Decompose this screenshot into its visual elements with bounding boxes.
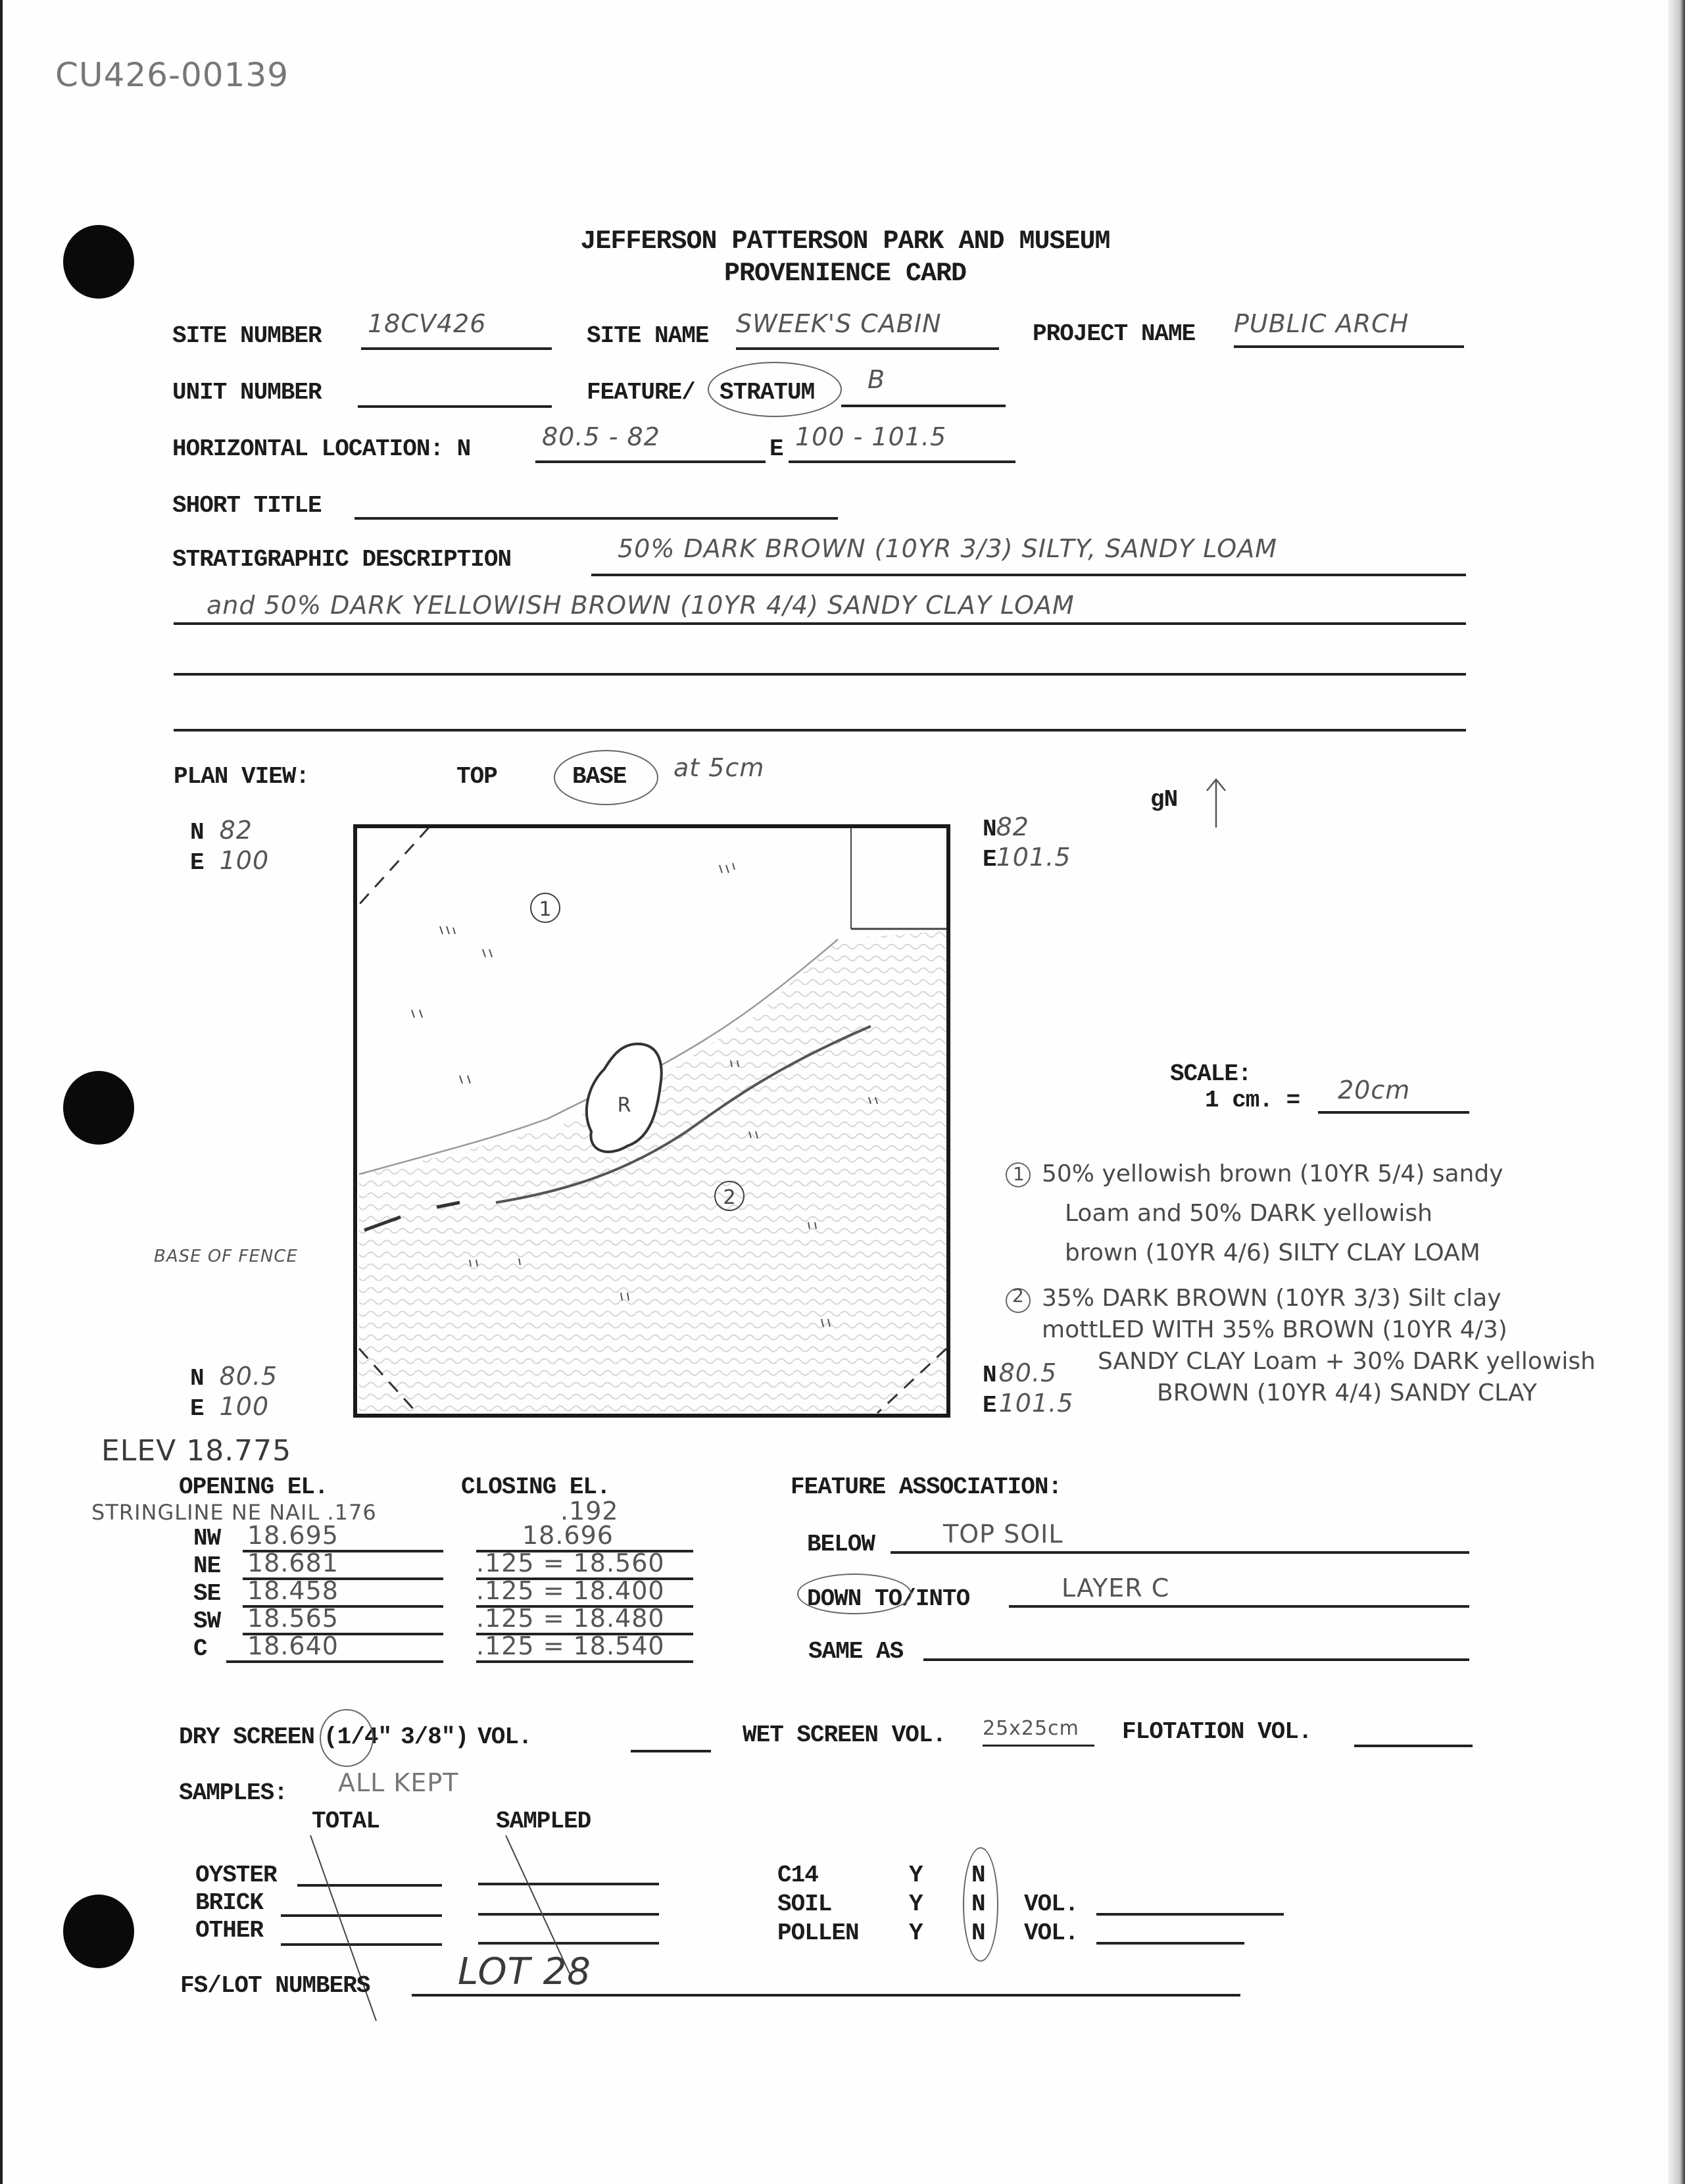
site-name-field[interactable] (736, 309, 999, 338)
opening-el-value[interactable]: 18.640 (247, 1631, 339, 1660)
sample-row-label: OYSTER (195, 1862, 277, 1889)
special-samples (777, 1862, 1079, 1948)
corner-sw-e-label: E (190, 1395, 204, 1422)
project-name-field[interactable] (1234, 309, 1464, 338)
corner-ne-e-label: E (983, 846, 996, 873)
pollen-vol-label: VOL. (1024, 1920, 1079, 1947)
strat-desc-underline-3 (174, 673, 1466, 676)
opening-el-value[interactable]: 18.695 (247, 1521, 339, 1550)
site-name-underline (736, 347, 999, 350)
quarter-inch-selected-circle (320, 1709, 374, 1767)
flotation-vol-label: FLOTATION VOL. (1122, 1718, 1312, 1745)
zone-1-label: 1 (539, 898, 552, 921)
strat-desc-text-1: 50% DARK BROWN (10YR 3/3) SILTY, SANDY LOAM (618, 534, 1277, 563)
scale-value: 20cm (1338, 1076, 1411, 1104)
elevation-note: ELEV 18.775 (101, 1434, 292, 1468)
stratum-selected-circle (708, 362, 842, 417)
stratum-field[interactable] (841, 365, 1006, 394)
corner-nw-e-label: E (190, 849, 204, 876)
legend-2-marker: 2 (1012, 1285, 1024, 1306)
sample-row-label: OTHER (195, 1917, 264, 1944)
feature-association-label: FEATURE ASSOCIATION: (791, 1474, 1062, 1501)
corner-nw-n-label: N (190, 819, 204, 846)
project-name-underline (1234, 345, 1464, 348)
special-row-soil (777, 1891, 1079, 1920)
corner-ne-n-label: N (983, 816, 996, 843)
dry-screen-quarter-text: 1/4" (337, 1724, 392, 1750)
closing-el-value[interactable]: .125 = 18.540 (476, 1631, 665, 1660)
scale-field[interactable] (1318, 1076, 1469, 1104)
east-range-value: 100 - 101.5 (795, 422, 947, 451)
base-of-fence-label: BASE OF FENCE (154, 1247, 298, 1266)
samples-label: SAMPLES: (179, 1779, 287, 1806)
legend-zone-2 (1006, 1283, 1596, 1409)
site-number-underline (361, 347, 552, 350)
closing-el-note: .192 (560, 1497, 619, 1526)
stratigraphic-description-label: STRATIGRAPHIC DESCRIPTION (172, 546, 512, 573)
sample-row-label: BRICK (195, 1889, 264, 1916)
zone-2-label: 2 (723, 1186, 736, 1209)
opening-el-value[interactable]: 18.458 (247, 1576, 339, 1605)
plan-view-top-option[interactable]: TOP (456, 763, 497, 790)
unit-number-underline (358, 405, 552, 408)
east-label: E (769, 435, 783, 462)
down-to-into-field[interactable] (1009, 1574, 1469, 1602)
lot-numbers-underline (412, 1994, 1240, 1997)
zone-2-fill (359, 931, 946, 1413)
grid-north-label: gN (1150, 786, 1178, 813)
legend-1-line-2: Loam and 50% DARK yellowish (1065, 1200, 1432, 1227)
scale-underline (1318, 1111, 1469, 1114)
strat-desc-underline-4 (174, 729, 1466, 732)
dry-vol-label: VOL. (477, 1724, 532, 1750)
special-label: POLLEN (777, 1920, 859, 1947)
special-row-c14 (777, 1862, 985, 1891)
elev-row-label: SE (193, 1580, 221, 1607)
east-range-underline (789, 460, 1015, 463)
card-header (3, 227, 1685, 289)
elev-row-label: C (193, 1635, 207, 1662)
lot-numbers-value: LOT 28 (458, 1950, 591, 1993)
project-name-label: PROJECT NAME (1033, 320, 1196, 347)
special-row-pollen (777, 1920, 1079, 1948)
legend-1-marker: 1 (1013, 1163, 1025, 1185)
soil-no-option[interactable]: N (971, 1891, 985, 1918)
strat-desc-text-2: and 50% DARK YELLOWISH BROWN (10YR 4/4) SANDY CLAY LOAM (207, 591, 1075, 620)
soil-vol-label: VOL. (1024, 1891, 1079, 1918)
wet-vol-underline (983, 1745, 1094, 1747)
lot-numbers-field[interactable] (412, 1950, 1240, 1993)
north-range-field[interactable] (535, 422, 766, 451)
legend-2-line-3: SANDY CLAY Loam + 30% DARK yellowish (1098, 1348, 1596, 1375)
rock-label: R (617, 1094, 631, 1117)
corner-nw-e: 100 (219, 846, 270, 875)
flotation-vol-underline (1354, 1745, 1473, 1747)
opening-el-label: OPENING EL. (179, 1474, 328, 1501)
screening-row (179, 1724, 532, 1750)
org-title: JEFFERSON PATTERSON PARK AND MUSEUM (580, 227, 1110, 257)
plan-view-label: PLAN VIEW: (174, 763, 310, 790)
corner-nw-n: 82 (219, 816, 253, 845)
material-samples (195, 1862, 277, 1945)
scale-prefix: 1 cm. = (1205, 1087, 1300, 1114)
east-range-field[interactable] (789, 422, 1015, 451)
scale-label: SCALE: (1170, 1060, 1252, 1087)
dry-screen-option-three-eighths[interactable]: 3/8") (401, 1724, 469, 1750)
legend-1-line-1: 50% yellowish brown (10YR 5/4) sandy (1042, 1160, 1503, 1187)
base-selected-circle (554, 750, 658, 805)
site-name-value: SWEEK'S CABIN (736, 309, 942, 338)
corner-se-e: 101.5 (998, 1389, 1074, 1418)
soil-vol-field[interactable] (1096, 1913, 1284, 1916)
project-name-value: PUBLIC ARCH (1234, 309, 1409, 338)
corner-ne-n: 82 (996, 812, 1029, 841)
below-underline (891, 1551, 1469, 1554)
site-number-label: SITE NUMBER (172, 322, 322, 349)
north-range-underline (535, 460, 766, 463)
below-label: BELOW (807, 1531, 875, 1558)
corner-sw-n-label: N (190, 1365, 204, 1392)
sample-row-brick (195, 1889, 277, 1917)
dry-vol-underline (631, 1750, 711, 1752)
binder-hole-bottom (63, 1895, 134, 1968)
strat-desc-line-1[interactable] (591, 534, 1466, 563)
closing-el-value[interactable]: .125 = 18.400 (476, 1576, 665, 1605)
pollen-no-option[interactable]: N (971, 1920, 985, 1947)
dry-screen-option-quarter[interactable]: (1/4" (324, 1724, 391, 1750)
corner-se-n: 80.5 (998, 1358, 1058, 1387)
opening-el-value[interactable]: 18.681 (247, 1549, 339, 1577)
wet-vol-field[interactable] (983, 1717, 1094, 1740)
opening-el-value[interactable]: 18.565 (247, 1604, 339, 1633)
corner-sw-n: 80.5 (219, 1362, 278, 1391)
sample-row-other (195, 1917, 277, 1945)
special-label: C14 (777, 1862, 818, 1889)
short-title-underline (354, 517, 838, 520)
site-name-label: SITE NAME (587, 322, 709, 349)
stratum-value: B (867, 365, 886, 394)
wet-screen-label: WET SCREEN VOL. (743, 1722, 946, 1749)
strat-desc-underline-1 (591, 574, 1466, 576)
down-to-into-value: LAYER C (1062, 1574, 1170, 1602)
legend-2-line-1: 35% DARK BROWN (10YR 3/3) Silt clay (1042, 1285, 1502, 1312)
pollen-vol-field[interactable] (1096, 1942, 1244, 1945)
nw-corner-diagonal (359, 828, 429, 905)
elev-row-label: NW (193, 1525, 221, 1552)
legend-2-line-4: BROWN (10YR 4/4) SANDY CLAY (1157, 1379, 1537, 1406)
total-column-label: TOTAL (312, 1808, 380, 1835)
closing-el-value[interactable]: 18.696 (522, 1521, 614, 1550)
corner-ne-e: 101.5 (996, 843, 1071, 872)
plan-view-base-option[interactable]: BASE (572, 763, 627, 790)
binder-hole-middle (63, 1071, 134, 1145)
wet-vol-value: 25x25cm (983, 1717, 1079, 1740)
lot-numbers-label: FS/LOT NUMBERS (180, 1972, 370, 1999)
below-value: TOP SOIL (943, 1520, 1063, 1549)
sampled-column-label: SAMPLED (496, 1808, 591, 1835)
no-selected-circle (963, 1847, 998, 1962)
down-to-selected-circle (797, 1574, 912, 1614)
feature-label[interactable]: FEATURE/ (587, 379, 695, 406)
stratum-option[interactable]: STRATUM (720, 379, 815, 406)
corner-sw-e: 100 (219, 1392, 270, 1421)
elev-row-label: SW (193, 1608, 221, 1635)
dry-screen-three-eighths-text: 3/8" (401, 1724, 455, 1750)
closing-el-value[interactable]: .125 = 18.560 (476, 1549, 665, 1577)
same-as-underline (923, 1658, 1469, 1661)
strat-desc-underline-2 (174, 622, 1466, 625)
closing-el-label: CLOSING EL. (461, 1474, 610, 1501)
stratum-underline (841, 405, 1006, 407)
corner-se-e-label: E (983, 1392, 996, 1419)
plan-view-drawing (351, 822, 956, 1421)
c14-no-option[interactable]: N (971, 1862, 985, 1889)
north-arrow-icon (1203, 776, 1229, 829)
sample-row-oyster (195, 1862, 277, 1889)
horizontal-location-label: HORIZONTAL LOCATION: N (172, 435, 471, 462)
opening-el-note: STRINGLINE NE NAIL .176 (91, 1500, 377, 1525)
north-range-value: 80.5 - 82 (542, 422, 660, 451)
pollen-yes-option[interactable]: Y (909, 1920, 923, 1947)
corner-sw (190, 1362, 278, 1422)
down-to-into-underline (1009, 1605, 1469, 1608)
soil-yes-option[interactable]: Y (909, 1891, 923, 1918)
closing-el-value[interactable]: .125 = 18.480 (476, 1604, 665, 1633)
dry-screen-label: DRY SCREEN (179, 1724, 315, 1750)
below-field[interactable] (891, 1520, 1469, 1549)
unit-number-label: UNIT NUMBER (172, 379, 322, 406)
site-number-field[interactable] (361, 309, 552, 338)
short-title-label: SHORT TITLE (172, 492, 322, 519)
scan-edge (1668, 0, 1685, 2184)
elev-row-label: NE (193, 1552, 221, 1579)
corner-ne (983, 812, 1071, 873)
legend-1-line-3: brown (10YR 4/6) SILTY CLAY LOAM (1065, 1239, 1480, 1266)
strat-desc-line-2[interactable] (174, 591, 1466, 620)
down-to-into-label[interactable]: DOWN TO/INTO (807, 1585, 970, 1612)
legend-zone-1 (1006, 1154, 1503, 1273)
corner-nw (190, 816, 269, 876)
catalog-id: CU426-00139 (55, 56, 289, 94)
legend-2-line-2: mottLED WITH 35% BROWN (10YR 4/3) (1042, 1316, 1507, 1343)
same-as-label: SAME AS (808, 1638, 904, 1665)
site-number-value: 18CV426 (368, 309, 487, 338)
plan-view-note: at 5cm (673, 753, 765, 782)
special-label: SOIL (777, 1891, 832, 1918)
samples-note: ALL KEPT (338, 1768, 459, 1797)
card-title: PROVENIENCE CARD (723, 259, 967, 289)
corner-se-n-label: N (983, 1362, 996, 1389)
c14-yes-option[interactable]: Y (909, 1862, 923, 1889)
